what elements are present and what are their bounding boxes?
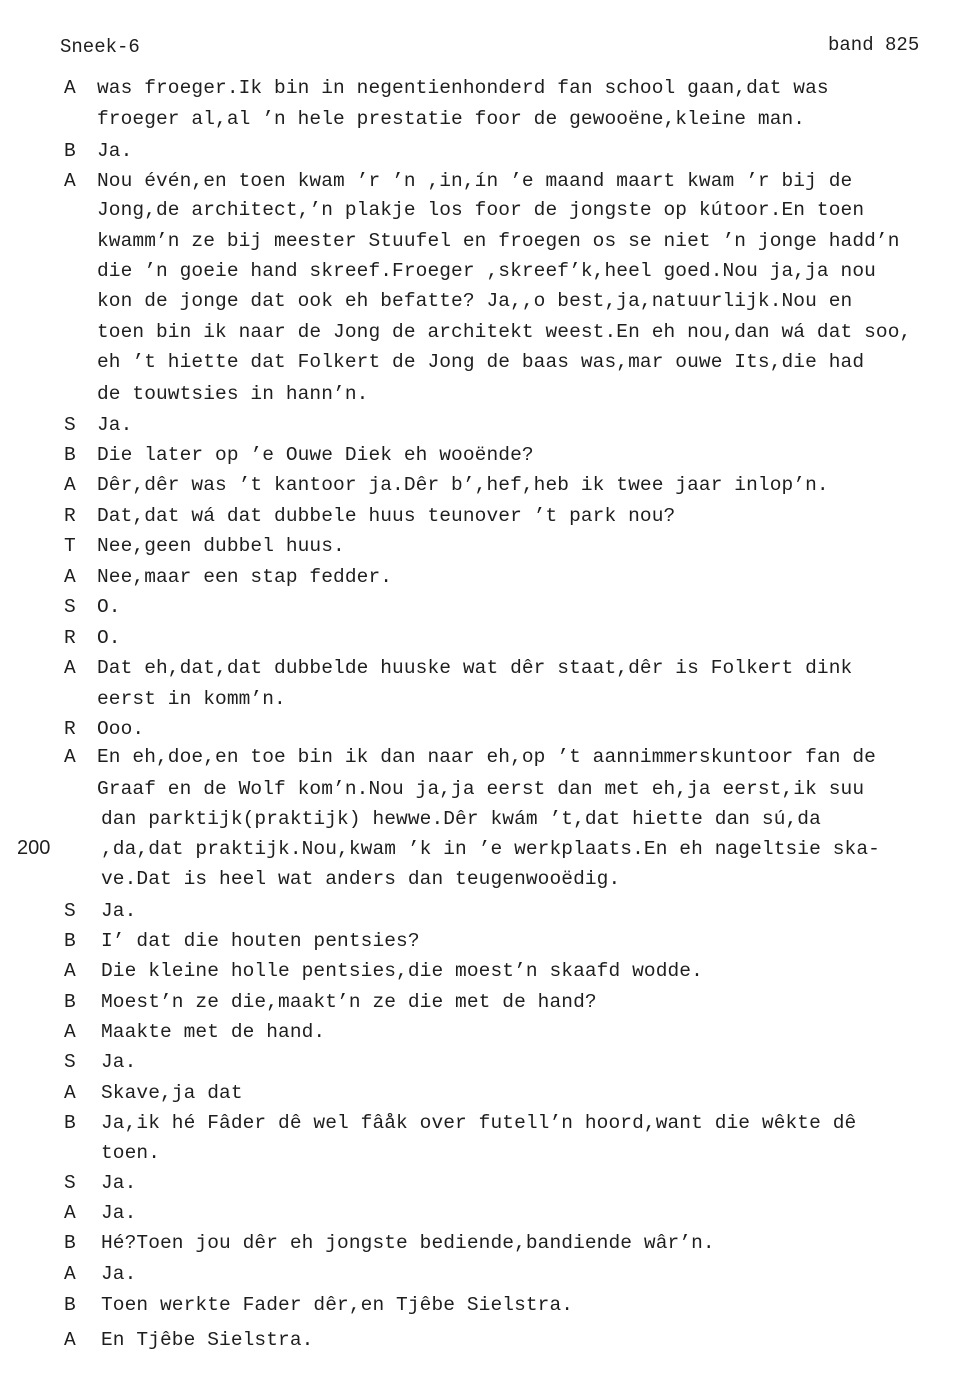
dialogue-text: Graaf en de Wolf kom’n.Nou ja,ja eerst dan met eh,ja eerst,ik suu	[97, 778, 865, 800]
speaker-label: S	[64, 900, 76, 922]
speaker-label: B	[64, 930, 76, 952]
speaker-label: A	[64, 1082, 76, 1104]
dialogue-text: O.	[97, 596, 121, 618]
dialogue-text: Ooo.	[97, 718, 145, 740]
dialogue-text: de touwtsies in hann’n.	[97, 383, 369, 405]
speaker-label: S	[64, 1051, 76, 1073]
speaker-label: A	[64, 1021, 76, 1043]
speaker-label: B	[64, 991, 76, 1013]
dialogue-text: Die later op ’e Ouwe Diek eh wooënde?	[97, 444, 534, 466]
speaker-label: S	[64, 596, 76, 618]
speaker-label: A	[64, 1202, 76, 1224]
document-id: Sneek-6	[60, 36, 140, 58]
dialogue-text: kwamm’n ze bij meester Stuufel en froegen os se niet ’n jonge hadd’n	[97, 230, 900, 252]
dialogue-text: ,da,dat praktijk.Nou,kwam ’k in ’e werkplaats.En eh nageltsie ska-	[101, 838, 880, 860]
dialogue-text: eh ’t hiette dat Folkert de Jong de baas was,mar ouwe Its,die had	[97, 351, 865, 373]
dialogue-text: O.	[97, 627, 121, 649]
dialogue-text: Ja.	[97, 414, 133, 436]
dialogue-text: Maakte met de hand.	[101, 1021, 326, 1043]
dialogue-text: Dêr,dêr was ’t kantoor ja.Dêr b’,hef,heb ik twee jaar inlop’n.	[97, 474, 829, 496]
dialogue-text: Ja.	[101, 1172, 137, 1194]
dialogue-text: En Tjêbe Sielstra.	[101, 1329, 314, 1351]
dialogue-text: En eh,doe,en toe bin ik dan naar eh,op ’t aannimmerskuntoor fan de	[97, 746, 876, 768]
dialogue-text: Moest’n ze die,maakt’n ze die met de hand?	[101, 991, 597, 1013]
dialogue-text: Ja.	[101, 900, 137, 922]
dialogue-text: Toen werkte Fader dêr,en Tjêbe Sielstra.	[101, 1294, 574, 1316]
dialogue-text: ve.Dat is heel wat anders dan teugenwooëdig.	[101, 868, 621, 890]
speaker-label: B	[64, 1112, 76, 1134]
dialogue-text: die ’n goeie hand skreef.Froeger ,skreef’k,heel goed.Nou ja,ja nou	[97, 260, 876, 282]
dialogue-text: Jong,de architect,’n plakje los foor de jongste op kútoor.En toen	[97, 199, 865, 221]
speaker-label: A	[64, 170, 76, 192]
dialogue-text: Nee,maar een stap fedder.	[97, 566, 393, 588]
dialogue-text: Nou évén,en toen kwam ’r ’n ,in,ín ’e maand maart kwam ’r bij de	[97, 170, 853, 192]
speaker-label: A	[64, 657, 76, 679]
speaker-label: A	[64, 746, 76, 768]
dialogue-text: was froeger.Ik bin in negentienhonderd fan school gaan,dat was	[97, 77, 829, 99]
dialogue-text: Skave,ja dat	[101, 1082, 243, 1104]
dialogue-text: froeger al,al ’n hele prestatie foor de gewooëne,kleine man.	[97, 108, 806, 130]
speaker-label: A	[64, 960, 76, 982]
speaker-label: B	[64, 1232, 76, 1254]
dialogue-text: Dat,dat wá dat dubbele huus teunover ’t park nou?	[97, 505, 676, 527]
dialogue-text: dan parktijk(praktijk) hewwe.Dêr kwám ’t,dat hiette dan sú,da	[101, 808, 821, 830]
speaker-label: A	[64, 1263, 76, 1285]
speaker-label: S	[64, 414, 76, 436]
speaker-label: R	[64, 505, 76, 527]
dialogue-text: Ja.	[101, 1202, 137, 1224]
speaker-label: S	[64, 1172, 76, 1194]
dialogue-text: toen bin ik naar de Jong de architekt weest.En eh nou,dan wá dat soo,	[97, 321, 912, 343]
dialogue-text: Dat eh,dat,dat dubbelde huuske wat dêr staat,dêr is Folkert dink	[97, 657, 853, 679]
speaker-label: B	[64, 444, 76, 466]
dialogue-text: Hé?Toen jou dêr eh jongste bediende,bandiende wâr’n.	[101, 1232, 715, 1254]
dialogue-text: Nee,geen dubbel huus.	[97, 535, 345, 557]
speaker-label: T	[64, 535, 76, 557]
dialogue-text: Ja.	[101, 1263, 137, 1285]
speaker-label: B	[64, 1294, 76, 1316]
speaker-label: A	[64, 1329, 76, 1351]
speaker-label: A	[64, 77, 76, 99]
dialogue-text: kon de jonge dat ook eh befatte? Ja,,o best,ja,natuurlijk.Nou en	[97, 290, 853, 312]
speaker-label: R	[64, 718, 76, 740]
dialogue-text: I’ dat die houten pentsies?	[101, 930, 420, 952]
dialogue-text: toen.	[101, 1142, 161, 1164]
speaker-label: R	[64, 627, 76, 649]
speaker-label: B	[64, 140, 76, 162]
speaker-label: A	[64, 474, 76, 496]
tape-number: band 825	[828, 34, 920, 56]
speaker-label: A	[64, 566, 76, 588]
dialogue-text: Ja.	[97, 140, 133, 162]
dialogue-text: Ja,ik hé Fâder dê wel fâåk over futell’n hoord,want die wêkte dê	[101, 1112, 857, 1134]
dialogue-text: eerst in komm’n.	[97, 688, 286, 710]
dialogue-text: Ja.	[101, 1051, 137, 1073]
margin-line-number: 200	[17, 837, 51, 859]
dialogue-text: Die kleine holle pentsies,die moest’n skaafd wodde.	[101, 960, 703, 982]
